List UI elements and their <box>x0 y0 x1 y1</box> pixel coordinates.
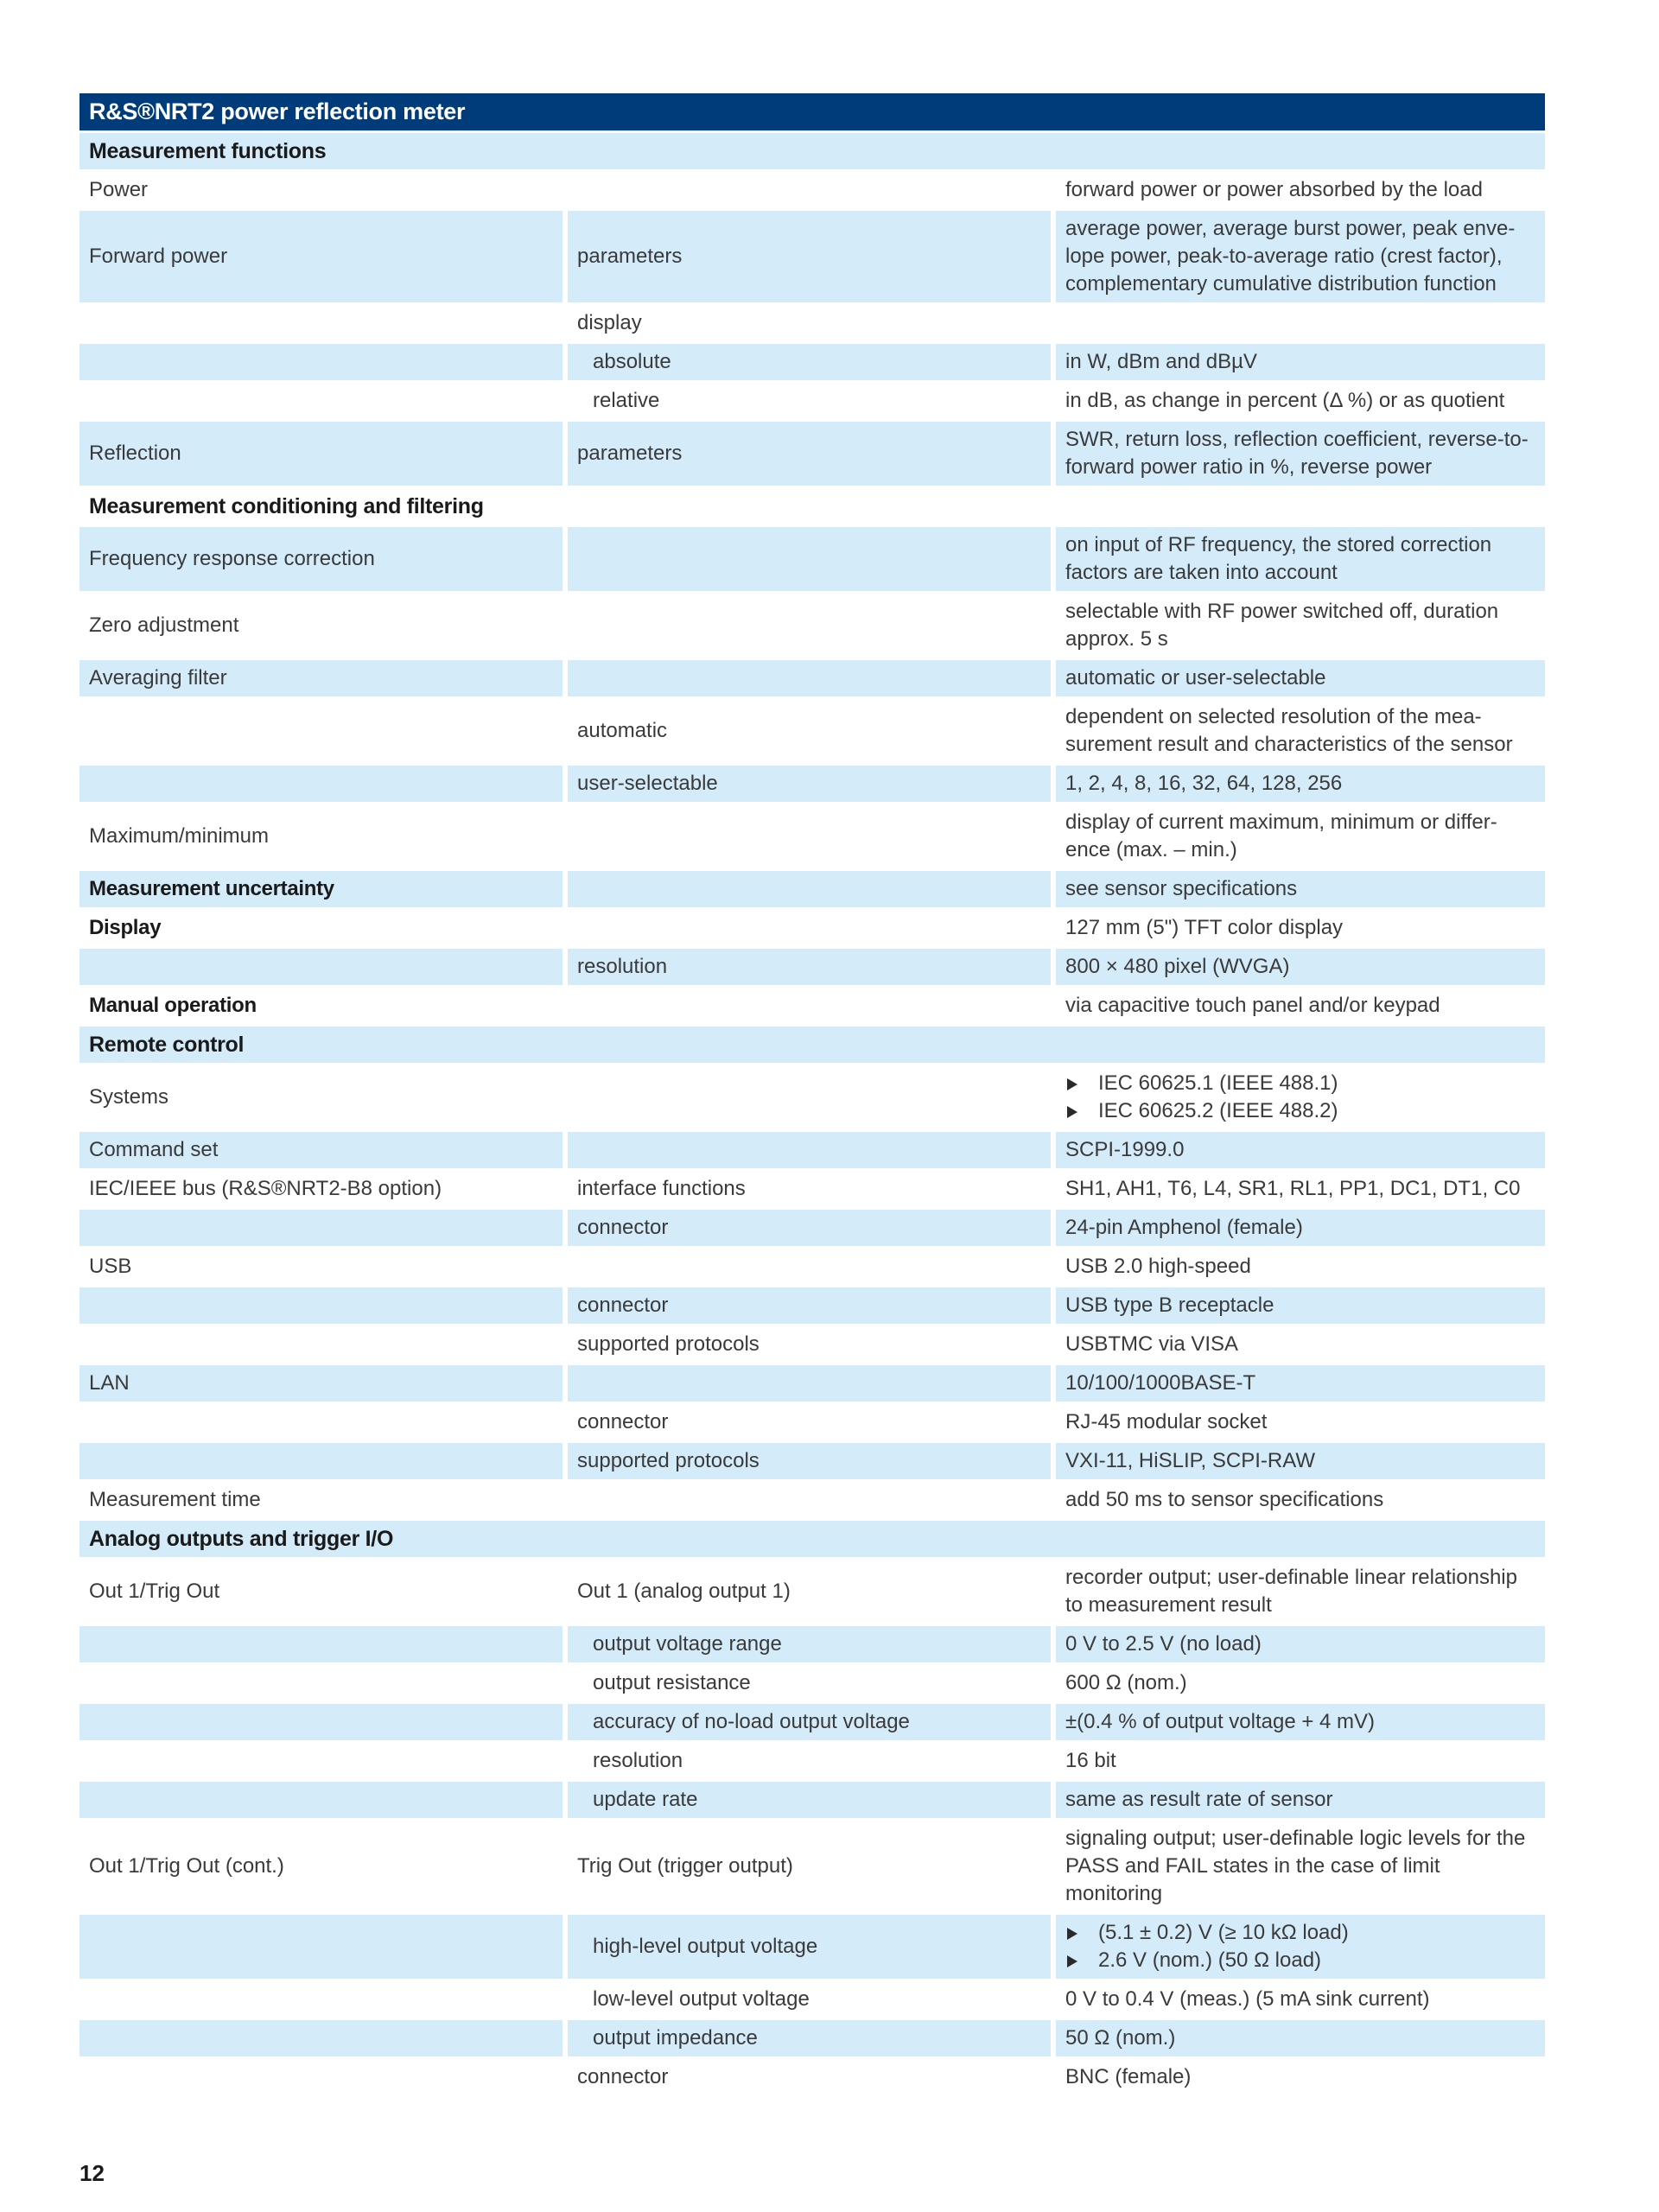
value-cell: signaling output; user-definable logic levels for the PASS and FAIL states in the case of limit monitoring <box>1065 1827 1526 1905</box>
sub-parameter-cell <box>568 1782 1056 1818</box>
sub-parameter-label: accuracy of no-load output voltage <box>593 1710 910 1733</box>
sub-parameter-cell: Trig Out (trigger output) <box>568 1821 1056 1912</box>
table-row <box>79 1132 1545 1168</box>
table-row <box>79 383 1545 419</box>
value-bullet-item: IEC 60625.2 (IEEE 488.2) <box>1065 1097 1535 1125</box>
table-row <box>79 1560 1545 1624</box>
value-cell: SCPI-1999.0 <box>1056 1132 1545 1168</box>
table-row <box>79 1743 1545 1779</box>
value-cell: selectable with RF power switched off, duration approx. 5 s <box>1065 600 1499 651</box>
parameter-cell <box>79 344 568 380</box>
parameter-cell: Out 1/Trig Out (cont.) <box>79 1821 568 1912</box>
value-cell: USB 2.0 high-speed <box>1065 1255 1251 1278</box>
sub-parameter-label: absolute <box>593 350 671 373</box>
value-cell: average power, average burst power, peak enve-lope power, peak-to-average ratio (crest factor), complementary cumulative distribution function <box>1056 211 1545 302</box>
parameter-cell <box>79 1443 568 1479</box>
value-cell: recorder output; user-definable linear relationship to measurement result <box>1065 1566 1517 1617</box>
parameter-cell <box>79 1981 568 2018</box>
value-bullet-item: (5.1 ± 0.2) V (≥ 10 kΩ load) <box>1065 1919 1535 1947</box>
value-cell: 600 Ω (nom.) <box>1065 1671 1187 1694</box>
table-row <box>79 1981 1545 2018</box>
table-row <box>79 1821 1545 1912</box>
parameter-cell <box>79 2020 568 2056</box>
section-title: Measurement functions <box>79 133 1545 169</box>
table-row <box>79 1365 1545 1402</box>
value-cell <box>1056 305 1545 341</box>
table-row <box>79 211 1545 302</box>
value-cell: in W, dBm and dBµV <box>1056 344 1545 380</box>
parameter-cell: Measurement uncertainty <box>79 871 568 907</box>
parameter-cell: USB <box>79 1249 568 1285</box>
parameter-cell <box>79 1743 568 1779</box>
table-row <box>79 699 1545 763</box>
parameter-cell <box>79 383 568 419</box>
table-row <box>79 344 1545 380</box>
value-cell: 1, 2, 4, 8, 16, 32, 64, 128, 256 <box>1056 766 1545 802</box>
parameter-cell <box>79 1210 568 1246</box>
section-header-row <box>79 488 1545 524</box>
table-row <box>79 1249 1545 1285</box>
value-cell: USB type B receptacle <box>1056 1287 1545 1324</box>
parameter-cell: Measurement time <box>79 1482 568 1518</box>
sub-parameter-cell <box>568 1132 1056 1168</box>
sub-parameter-label: relative <box>593 389 660 412</box>
sub-parameter-cell <box>568 804 1056 868</box>
value-cell: display of current maximum, minimum or differ-ence (max. – min.) <box>1065 810 1497 861</box>
sub-parameter-cell: connector <box>568 1404 1056 1440</box>
table-row <box>79 1482 1545 1518</box>
value-cell: in dB, as change in percent (Δ %) or as quotient <box>1065 389 1505 412</box>
table-row <box>79 1443 1545 1479</box>
value-cell: 10/100/1000BASE-T <box>1056 1365 1545 1402</box>
sub-parameter-cell <box>568 1981 1056 2018</box>
sub-parameter-cell <box>568 1915 1056 1979</box>
sub-parameter-label: low-level output voltage <box>593 1987 810 2011</box>
parameter-cell <box>79 949 568 985</box>
value-cell: see sensor specifications <box>1056 871 1545 907</box>
table-row <box>79 871 1545 907</box>
parameter-cell <box>79 1704 568 1740</box>
value-cell <box>1056 1065 1545 1129</box>
sub-parameter-cell <box>568 1365 1056 1402</box>
sub-parameter-cell: display <box>568 305 1056 341</box>
sub-parameter-label: resolution <box>593 1749 683 1772</box>
parameter-cell: IEC/IEEE bus (R&S®NRT2-B8 option) <box>79 1171 568 1207</box>
value-cell: same as result rate of sensor <box>1056 1782 1545 1818</box>
sub-parameter-label: output voltage range <box>593 1632 782 1656</box>
sub-parameter-cell: automatic <box>568 699 1056 763</box>
value-cell: RJ-45 modular socket <box>1065 1410 1268 1433</box>
parameter-cell <box>79 1287 568 1324</box>
section-header-row <box>79 133 1545 169</box>
parameter-cell: Power <box>79 172 568 208</box>
value-cell: VXI-11, HiSLIP, SCPI-RAW <box>1056 1443 1545 1479</box>
sub-parameter-label: output resistance <box>593 1671 751 1694</box>
sub-parameter-cell <box>568 988 1056 1024</box>
sub-parameter-cell <box>568 2020 1056 2056</box>
sub-parameter-cell: resolution <box>568 949 1056 985</box>
table-row <box>79 1065 1545 1129</box>
parameter-cell: Command set <box>79 1132 568 1168</box>
sub-parameter-cell <box>568 1704 1056 1740</box>
spec-table <box>79 130 1545 2098</box>
sub-parameter-cell <box>568 172 1056 208</box>
sub-parameter-cell <box>568 527 1056 591</box>
sub-parameter-cell: user-selectable <box>568 766 1056 802</box>
table-row <box>79 305 1545 341</box>
page-title: R&S®NRT2 power reflection meter <box>79 93 1545 130</box>
sub-parameter-cell <box>568 383 1056 419</box>
value-cell: 24-pin Amphenol (female) <box>1056 1210 1545 1246</box>
parameter-cell <box>79 1915 568 1979</box>
sub-parameter-label: output impedance <box>593 2026 758 2050</box>
parameter-cell <box>79 1404 568 1440</box>
table-row <box>79 172 1545 208</box>
table-row <box>79 1704 1545 1740</box>
parameter-cell <box>79 1782 568 1818</box>
table-row <box>79 1210 1545 1246</box>
parameter-cell <box>79 766 568 802</box>
sub-parameter-cell: supported protocols <box>568 1443 1056 1479</box>
value-cell: dependent on selected resolution of the mea-surement result and characteristics of the sensor <box>1065 705 1513 756</box>
parameter-cell: Reflection <box>79 422 568 486</box>
parameter-cell: Display <box>79 910 568 946</box>
table-row <box>79 660 1545 696</box>
table-row <box>79 1326 1545 1363</box>
value-cell: on input of RF frequency, the stored correction factors are taken into account <box>1056 527 1545 591</box>
value-cell: 16 bit <box>1065 1749 1116 1772</box>
spec-sheet <box>79 93 1545 2098</box>
sub-parameter-cell <box>568 871 1056 907</box>
value-cell: USBTMC via VISA <box>1065 1332 1239 1356</box>
table-row <box>79 1404 1545 1440</box>
sub-parameter-cell <box>568 910 1056 946</box>
sub-parameter-cell: supported protocols <box>568 1326 1056 1363</box>
value-cell: 800 × 480 pixel (WVGA) <box>1056 949 1545 985</box>
sub-parameter-label: update rate <box>593 1788 698 1811</box>
table-row <box>79 988 1545 1024</box>
sub-parameter-cell <box>568 594 1056 658</box>
table-row <box>79 1782 1545 1818</box>
section-header-row <box>79 1027 1545 1063</box>
sub-parameter-cell: interface functions <box>568 1171 1056 1207</box>
table-row <box>79 1287 1545 1324</box>
table-row <box>79 949 1545 985</box>
parameter-cell <box>79 1626 568 1662</box>
sub-parameter-cell <box>568 1626 1056 1662</box>
value-cell: 50 Ω (nom.) <box>1056 2020 1545 2056</box>
value-bullet-item: 2.6 V (nom.) (50 Ω load) <box>1065 1947 1535 1974</box>
table-row <box>79 422 1545 486</box>
value-cell: SWR, return loss, reflection coefficient, reverse-to-forward power ratio in %, reverse power <box>1056 422 1545 486</box>
page-number: 12 <box>79 2160 105 2186</box>
value-cell: BNC (female) <box>1065 2065 1192 2088</box>
sub-parameter-cell: Out 1 (analog output 1) <box>568 1560 1056 1624</box>
parameter-cell <box>79 1326 568 1363</box>
table-row <box>79 1665 1545 1701</box>
parameter-cell <box>79 1665 568 1701</box>
table-row <box>79 766 1545 802</box>
parameter-cell: Systems <box>79 1065 568 1129</box>
table-row <box>79 594 1545 658</box>
parameter-cell: Maximum/minimum <box>79 804 568 868</box>
sub-parameter-cell: parameters <box>568 211 1056 302</box>
parameter-cell: Out 1/Trig Out <box>79 1560 568 1624</box>
sub-parameter-cell <box>568 1065 1056 1129</box>
table-row <box>79 804 1545 868</box>
sub-parameter-cell <box>568 1743 1056 1779</box>
value-cell: 127 mm (5") TFT color display <box>1065 916 1344 939</box>
section-title: Measurement conditioning and filtering <box>89 494 484 518</box>
value-bullet-list <box>1065 1070 1535 1125</box>
section-title: Remote control <box>79 1027 1545 1063</box>
table-row <box>79 2059 1545 2095</box>
value-cell: automatic or user-selectable <box>1056 660 1545 696</box>
value-cell: 0 V to 2.5 V (no load) <box>1056 1626 1545 1662</box>
section-header-row <box>79 1521 1545 1557</box>
table-row <box>79 527 1545 591</box>
parameter-cell: Averaging filter <box>79 660 568 696</box>
sub-parameter-cell: connector <box>568 2059 1056 2095</box>
sub-parameter-cell: parameters <box>568 422 1056 486</box>
parameter-cell: Zero adjustment <box>79 594 568 658</box>
sub-parameter-cell: connector <box>568 1210 1056 1246</box>
sub-parameter-cell <box>568 660 1056 696</box>
table-row <box>79 1915 1545 1979</box>
table-row <box>79 1626 1545 1662</box>
value-cell <box>1056 1915 1545 1979</box>
sub-parameter-cell <box>568 1249 1056 1285</box>
value-cell: add 50 ms to sensor specifications <box>1065 1488 1384 1511</box>
parameter-cell: Manual operation <box>79 988 568 1024</box>
section-title: Analog outputs and trigger I/O <box>79 1521 1545 1557</box>
value-cell: forward power or power absorbed by the load <box>1065 178 1483 201</box>
value-cell: SH1, AH1, T6, L4, SR1, RL1, PP1, DC1, DT1, C0 <box>1065 1177 1521 1200</box>
table-row <box>79 1171 1545 1207</box>
value-bullet-item: IEC 60625.1 (IEEE 488.1) <box>1065 1070 1535 1097</box>
parameter-cell <box>79 699 568 763</box>
sub-parameter-cell: connector <box>568 1287 1056 1324</box>
sub-parameter-cell <box>568 344 1056 380</box>
parameter-cell <box>79 305 568 341</box>
parameter-cell: Frequency response correction <box>79 527 568 591</box>
value-cell: via capacitive touch panel and/or keypad <box>1065 994 1440 1017</box>
sub-parameter-label: high-level output voltage <box>593 1935 818 1958</box>
sub-parameter-cell <box>568 1665 1056 1701</box>
value-bullet-list <box>1065 1919 1535 1974</box>
table-row <box>79 2020 1545 2056</box>
table-row <box>79 910 1545 946</box>
sub-parameter-cell <box>568 1482 1056 1518</box>
value-cell: 0 V to 0.4 V (meas.) (5 mA sink current) <box>1065 1987 1430 2011</box>
value-cell: ±(0.4 % of output voltage + 4 mV) <box>1056 1704 1545 1740</box>
parameter-cell: LAN <box>79 1365 568 1402</box>
parameter-cell: Forward power <box>79 211 568 302</box>
parameter-cell <box>79 2059 568 2095</box>
